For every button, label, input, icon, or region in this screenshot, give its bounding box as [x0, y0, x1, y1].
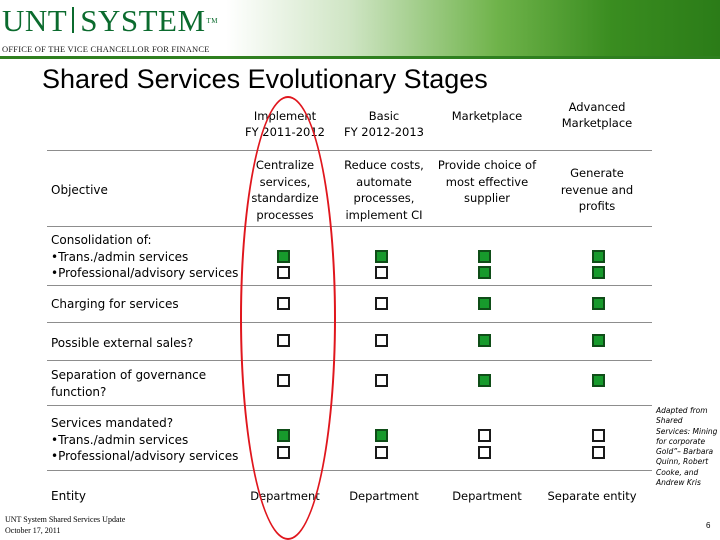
status-checkbox [478, 446, 491, 459]
column-header-advanced-marketplace [545, 99, 649, 131]
logo-divider [72, 7, 74, 33]
slide-title: Shared Services Evolutionary Stages [42, 64, 488, 94]
implement-column-highlight-oval [240, 96, 336, 540]
status-checkbox [375, 446, 388, 459]
row-label-consolidation [51, 232, 238, 282]
logo-text-system: SYSTEM [80, 3, 206, 38]
slide-footer [5, 514, 125, 536]
status-checkbox [375, 334, 388, 347]
row-label-line: •Professional/advisory services [51, 449, 239, 463]
status-checkbox [375, 250, 388, 263]
row-divider [47, 360, 652, 361]
objective-cell-marketplace: Provide choice of most effective supplier [437, 158, 537, 205]
status-checkbox [375, 429, 388, 442]
row-label-objective: Objective [51, 183, 108, 197]
row-label-services-mandated [51, 415, 238, 465]
column-header-line1: Marketplace [451, 109, 523, 123]
row-label-line: •Trans./admin services [51, 432, 189, 447]
entity-cell-marketplace: Department [452, 489, 522, 503]
row-label-governance [51, 367, 206, 400]
page-number: 6 [706, 521, 711, 530]
footer-date: October 17, 2011 [5, 526, 61, 535]
status-checkbox [592, 446, 605, 459]
column-header-marketplace [435, 108, 539, 124]
row-divider [47, 405, 652, 406]
entity-cell-advanced: Separate entity [547, 489, 637, 503]
row-divider [47, 470, 652, 471]
status-checkbox [592, 266, 605, 279]
row-label-line: •Professional/advisory services [51, 266, 239, 280]
status-checkbox [592, 374, 605, 387]
attribution-note: Adapted from Shared Services: Mining for corporate Gold”– Barbara Quinn, Robert Cooke, and Andrew Kris [656, 406, 718, 488]
status-checkbox [478, 374, 491, 387]
footer-line: UNT System Shared Services Update [5, 515, 126, 524]
status-checkbox [478, 429, 491, 442]
header-rule [0, 56, 720, 59]
entity-cell-implement: Department [250, 489, 320, 503]
objective-cell-implement: Centralize services, standardize processes [251, 158, 319, 222]
status-checkbox [592, 297, 605, 310]
table-header-divider [47, 150, 652, 151]
status-checkbox [375, 297, 388, 310]
column-header-line2: FY 2011-2012 [245, 125, 325, 139]
status-checkbox [592, 429, 605, 442]
row-label-entity: Entity [51, 489, 87, 503]
column-header-line1: Advanced [568, 100, 626, 114]
header-gradient-band [226, 0, 720, 56]
row-label-line: function? [51, 384, 107, 399]
objective-cell-advanced: Generate revenue and profits [560, 166, 634, 213]
office-subtitle: OFFICE OF THE VICE CHANCELLOR FOR FINANCE [2, 44, 210, 54]
column-header-basic [332, 108, 436, 140]
column-header-line2: Marketplace [561, 116, 633, 130]
status-checkbox [592, 250, 605, 263]
status-checkbox [478, 266, 491, 279]
status-checkbox [478, 297, 491, 310]
status-checkbox [478, 250, 491, 263]
row-label-charging: Charging for services [51, 297, 179, 311]
row-label-line: •Trans./admin services [51, 249, 189, 264]
row-label-line: Services mandated? [51, 416, 174, 430]
column-header-line1: Implement [253, 109, 317, 123]
objective-cell-basic: Reduce costs, automate processes, implement CI [344, 158, 424, 222]
column-header-line1: Basic [368, 109, 400, 123]
logo-text-unt: UNT [2, 3, 68, 38]
status-checkbox [478, 334, 491, 347]
row-divider [47, 322, 652, 323]
trademark-mark: TM [206, 17, 219, 25]
unt-system-logo [2, 4, 218, 38]
column-header-line2: FY 2012-2013 [344, 125, 424, 139]
row-label-line: Separation of governance [51, 368, 207, 382]
status-checkbox [375, 266, 388, 279]
status-checkbox [375, 374, 388, 387]
row-divider [47, 285, 652, 286]
entity-cell-basic: Department [349, 489, 419, 503]
status-checkbox [592, 334, 605, 347]
row-label-line: Consolidation of: [51, 233, 152, 247]
row-divider [47, 226, 652, 227]
row-label-external-sales: Possible external sales? [51, 336, 194, 350]
